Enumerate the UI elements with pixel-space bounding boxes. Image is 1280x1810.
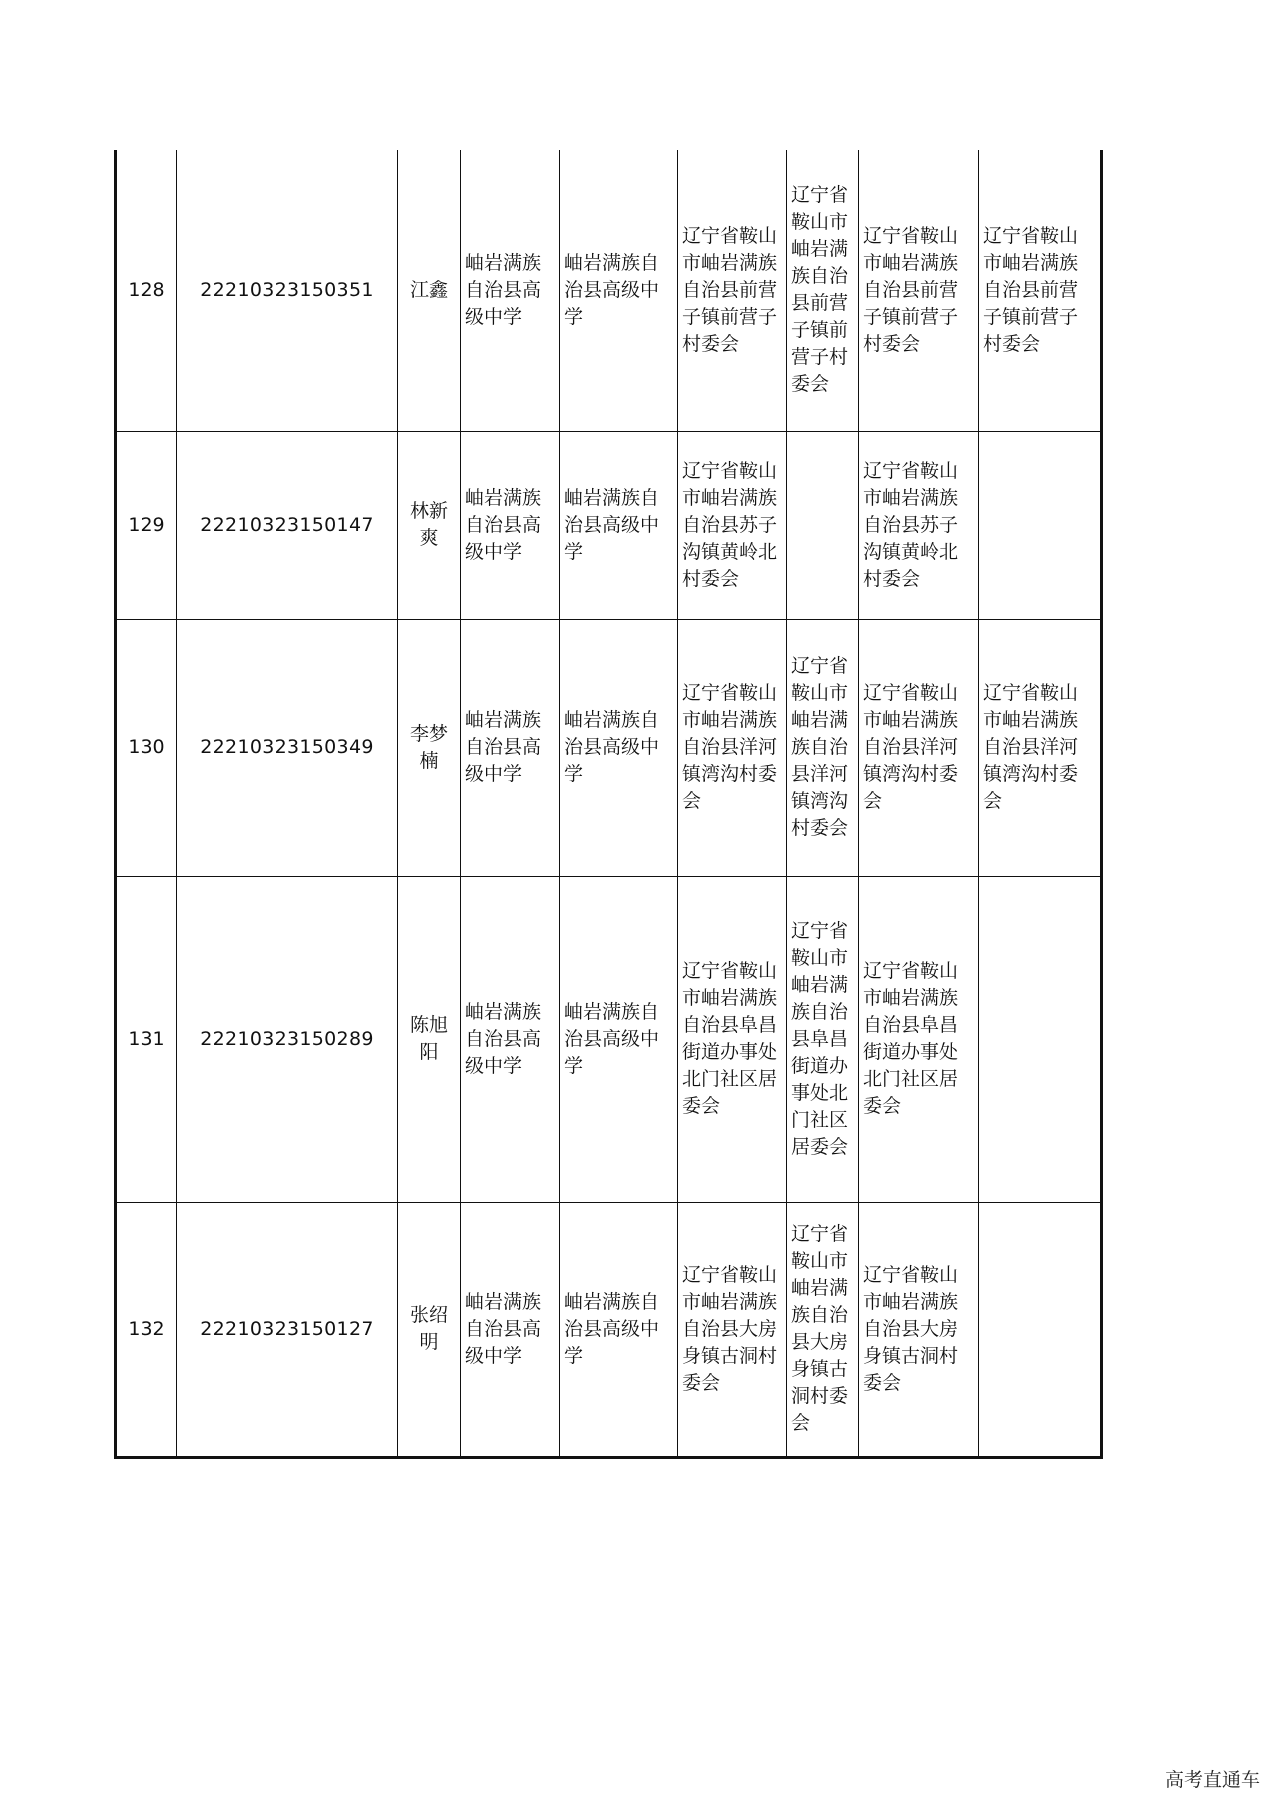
address-cell: 辽宁省鞍山市岫岩满族自治县前营子镇前营子村委会 <box>859 150 979 431</box>
address-cell: 辽宁省鞍山市岫岩满族自治县阜昌街道办事处北门社区居委会 <box>859 876 979 1202</box>
school-cell: 岫岩满族自治县高级中学 <box>461 1202 560 1457</box>
exam-id: 22210323150127 <box>177 1202 398 1457</box>
address-cell: 辽宁省鞍山市岫岩满族自治县前营子镇前营子村委会 <box>979 150 1102 431</box>
address-cell: 辽宁省鞍山市岫岩满族自治县大房身镇古洞村委会 <box>678 1202 787 1457</box>
table-row <box>116 1202 1102 1457</box>
address-cell: 辽宁省鞍山市岫岩满族自治县洋河镇湾沟村委会 <box>859 619 979 876</box>
exam-id: 22210323150147 <box>177 431 398 619</box>
table-row <box>116 876 1102 1202</box>
address-cell: 辽宁省鞍山市岫岩满族自治县洋河镇湾沟村委会 <box>678 619 787 876</box>
row-number: 129 <box>116 431 177 619</box>
row-number: 130 <box>116 619 177 876</box>
address-cell: 辽宁省鞍山市岫岩满族自治县苏子沟镇黄岭北村委会 <box>859 431 979 619</box>
school-cell: 岫岩满族自治县高级中学 <box>461 619 560 876</box>
address-cell <box>979 431 1102 619</box>
address-cell <box>787 431 859 619</box>
student-table <box>114 150 1103 1459</box>
student-name: 林新爽 <box>398 431 461 619</box>
school-cell: 岫岩满族自治县高级中学 <box>560 431 678 619</box>
student-name: 陈旭阳 <box>398 876 461 1202</box>
student-name: 李梦楠 <box>398 619 461 876</box>
row-number: 131 <box>116 876 177 1202</box>
school-cell: 岫岩满族自治县高级中学 <box>560 1202 678 1457</box>
exam-id: 22210323150289 <box>177 876 398 1202</box>
address-cell <box>979 1202 1102 1457</box>
school-cell: 岫岩满族自治县高级中学 <box>461 876 560 1202</box>
student-name: 江鑫 <box>398 150 461 431</box>
address-cell: 辽宁省鞍山市岫岩满族自治县洋河镇湾沟村委会 <box>979 619 1102 876</box>
school-cell: 岫岩满族自治县高级中学 <box>461 431 560 619</box>
address-cell <box>979 876 1102 1202</box>
address-cell: 辽宁省鞍山市岫岩满族自治县前营子镇前营子村委会 <box>787 150 859 431</box>
table-row <box>116 431 1102 619</box>
address-cell: 辽宁省鞍山市岫岩满族自治县苏子沟镇黄岭北村委会 <box>678 431 787 619</box>
address-cell: 辽宁省鞍山市岫岩满族自治县大房身镇古洞村委会 <box>859 1202 979 1457</box>
row-number: 132 <box>116 1202 177 1457</box>
school-cell: 岫岩满族自治县高级中学 <box>560 619 678 876</box>
address-cell: 辽宁省鞍山市岫岩满族自治县阜昌街道办事处北门社区居委会 <box>678 876 787 1202</box>
table-row <box>116 619 1102 876</box>
exam-id: 22210323150351 <box>177 150 398 431</box>
address-cell: 辽宁省鞍山市岫岩满族自治县大房身镇古洞村委会 <box>787 1202 859 1457</box>
address-cell: 辽宁省鞍山市岫岩满族自治县前营子镇前营子村委会 <box>678 150 787 431</box>
student-name: 张绍明 <box>398 1202 461 1457</box>
table-row <box>116 150 1102 431</box>
exam-id: 22210323150349 <box>177 619 398 876</box>
school-cell: 岫岩满族自治县高级中学 <box>560 876 678 1202</box>
school-cell: 岫岩满族自治县高级中学 <box>461 150 560 431</box>
address-cell: 辽宁省鞍山市岫岩满族自治县洋河镇湾沟村委会 <box>787 619 859 876</box>
row-number: 128 <box>116 150 177 431</box>
address-cell: 辽宁省鞍山市岫岩满族自治县阜昌街道办事处北门社区居委会 <box>787 876 859 1202</box>
school-cell: 岫岩满族自治县高级中学 <box>560 150 678 431</box>
watermark-text: 高考直通车 <box>1164 1769 1260 1791</box>
